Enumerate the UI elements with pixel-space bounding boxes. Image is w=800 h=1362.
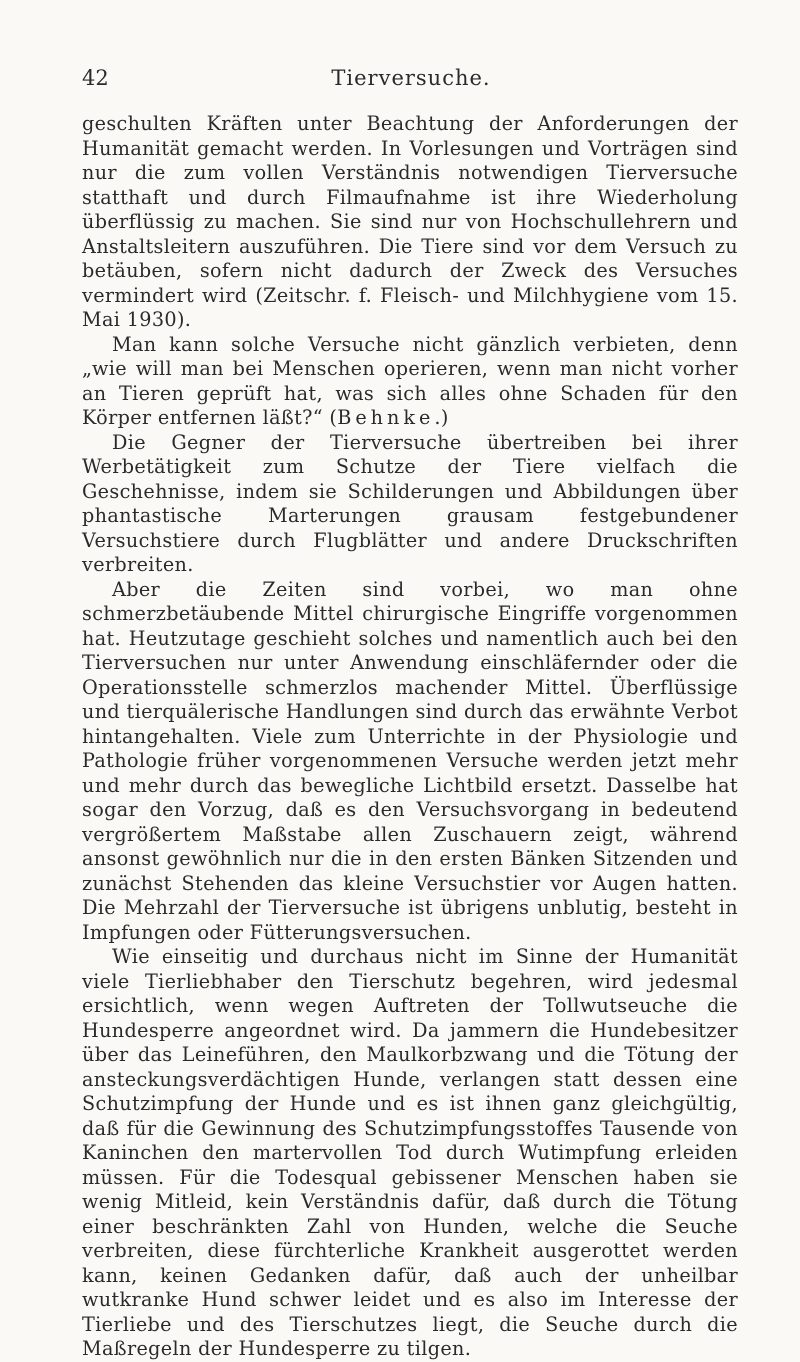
paragraph-2 bbox=[82, 333, 738, 431]
page-header bbox=[82, 66, 740, 96]
paragraph-3: Die Gegner der Tierversuche übertreiben bei ihrer Werbetätigkeit zum Schutze der Tiere vielfach die Geschehnisse, indem sie Schilderungen und Abbildungen über phantastische Marterungen grausam festgebundener Versuchstiere durch Flugblätter und andere Druckschriften verbreiten. bbox=[82, 430, 738, 576]
paragraph-4: Aber die Zeiten sind vorbei, wo man ohne schmerzbetäubende Mittel chirurgische Eingriffe vorgenommen hat. Heutzutage geschieht solches und namentlich auch bei den Tierversuchen nur unter Anwendung einschläfernder oder die Operationsstelle schmerzlos machender Mittel. Überflüssige und tierquälerische Handlungen sind durch das erwähnte Verbot hintangehalten. Viele zum Unterrichte in der Physiologie und Pathologie früher vorgenommenen Versuche werden jetzt mehr und mehr durch das bewegliche Lichtbild ersetzt. Dasselbe hat sogar den Vorzug, daß es den Versuchsvorgang in bedeutend vergrößertem Maßstabe allen Zuschauern zeigt, während ansonst gewöhnlich nur die in den ersten Bänken Sitzenden und zunächst Stehenden das kleine Versuchstier vor Augen hatten. Die Mehrzahl der Tierversuche ist übrigens unblutig, besteht in Impfungen oder Fütterungsversuchen. bbox=[82, 577, 738, 944]
page-number: 42 bbox=[82, 66, 109, 90]
paragraph-2-closing: .) bbox=[434, 406, 449, 429]
running-title: Tierversuche. bbox=[331, 66, 491, 90]
author-name-spaced: Behnke bbox=[337, 406, 435, 429]
paragraph-1: geschulten Kräften unter Beachtung der Anforderungen der Humanität gemacht werden. In Vorlesungen und Vorträgen sind nur die zum vollen Verständnis notwendigen Tierversuche statthaft und durch Filmaufnahme ist ihre Wiederholung überflüssig zu machen. Sie sind nur von Hochschullehrern und Anstaltsleitern auszuführen. Die Tiere sind vor dem Versuch zu betäuben, sofern nicht dadurch der Zweck des Versuches vermindert wird (Zeitschr. f. Fleisch- und Milchhygiene vom 15. Mai 1930). bbox=[82, 112, 738, 331]
paragraph-5: Wie einseitig und durchaus nicht im Sinne der Humanität viele Tierliebhaber den Tierschutz begehren, wird jedesmal ersichtlich, wenn wegen Auftreten der Tollwutseuche die Hundesperre angeordnet wird. Da jammern die Hundebesitzer über das Leineführen, den Maulkorbzwang und die Tötung der ansteckungsverdächtigen Hunde, verlangen statt dessen eine Schutzimpfung der Hunde und es ist ihnen ganz gleichgültig, daß für die Gewinnung des Schutzimpfungsstoffes Tausende von Kaninchen den martervollen Tod durch Wutimpfung erleiden müssen. Für die Todesqual gebissener Menschen haben sie wenig Mitleid, kein Verständnis dafür, daß durch die Tötung einer beschränkten Zahl von Hunden, welche die Seuche verbreiten, diese fürchterliche Krankheit ausgerottet werden kann, keinen Gedanken dafür, daß auch der unheilbar wutkranke Hund schwer leidet und es also im Interesse der Tierliebe und des Tierschutzes liegt, die Seuche durch die Maßregeln der Hundesperre zu tilgen. bbox=[82, 945, 738, 1360]
body-text bbox=[82, 112, 738, 1362]
paragraph-2-text: Man kann solche Versuche nicht gänzlich verbieten, denn „wie will man bei Menschen operieren, wenn man nicht vorher an Tieren geprüft hat, was sich alles ohne Schaden für den Körper entfernen läßt?“ ( bbox=[82, 332, 738, 429]
